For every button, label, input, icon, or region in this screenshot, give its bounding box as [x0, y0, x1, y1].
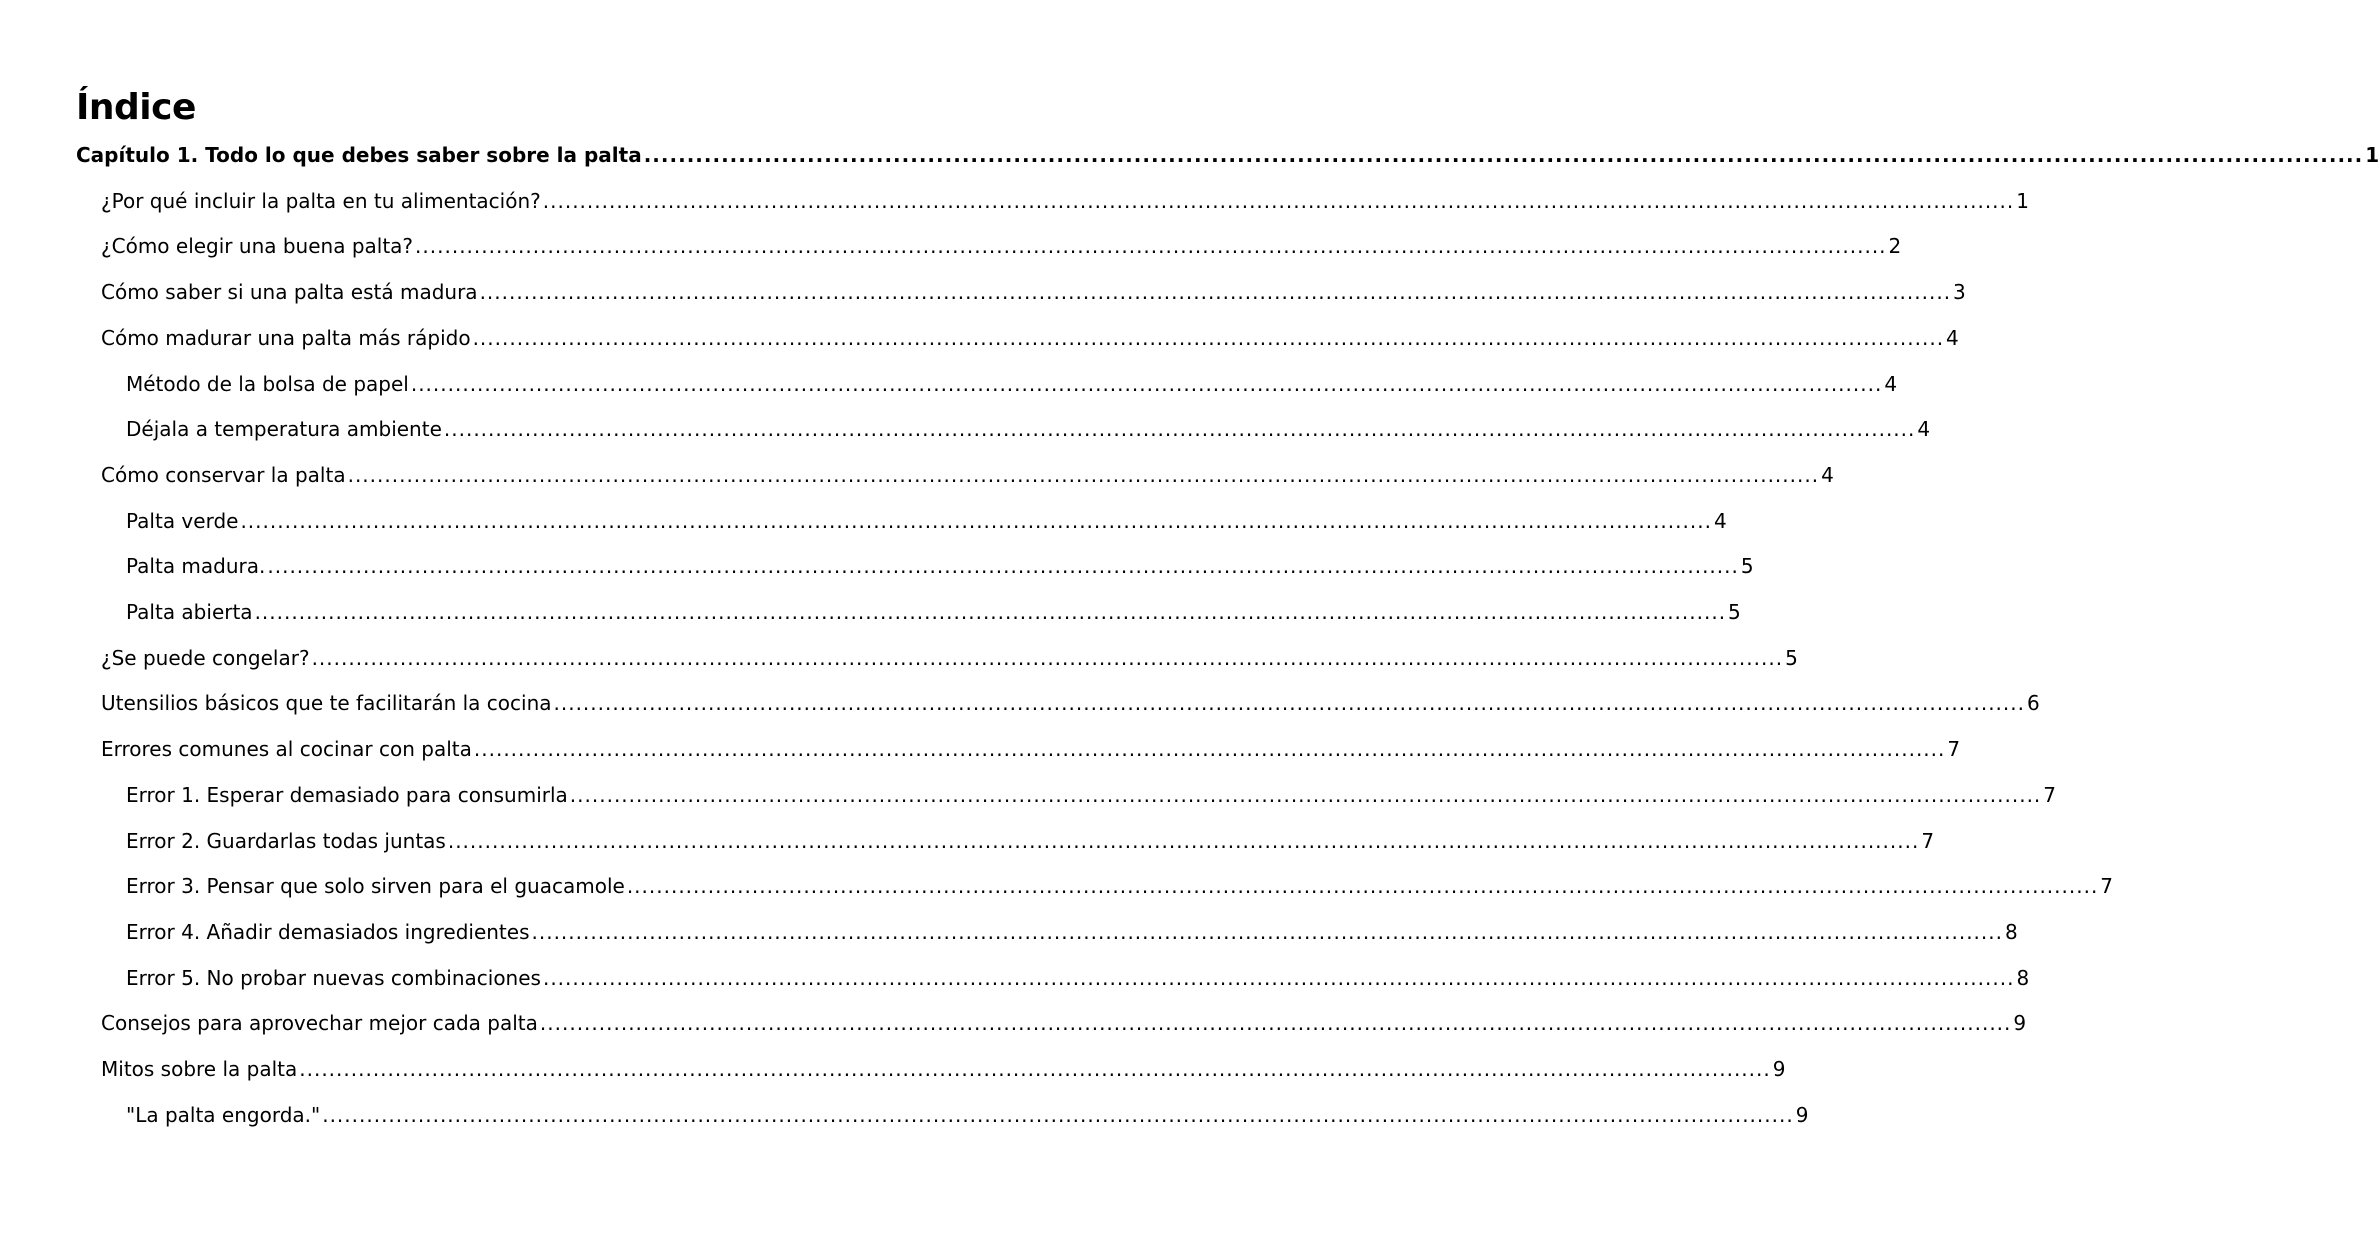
toc-entry[interactable] — [126, 964, 2030, 992]
dot-leader: ........................................................................................................................................................................................................ — [542, 965, 2015, 990]
toc-entry-label: Déjala a temperatura ambiente — [126, 417, 442, 442]
toc-entry-page-number: 4 — [1946, 325, 1959, 350]
toc-entry-label: Cómo madurar una palta más rápido — [101, 325, 471, 350]
toc-entry-label: Error 4. Añadir demasiados ingredientes — [126, 919, 530, 944]
dot-leader: ........................................................................................................................................................................................................ — [240, 508, 1712, 533]
toc-entry-label: "La palta engorda." — [126, 1102, 321, 1127]
toc-entry-label: ¿Se puede congelar? — [101, 645, 310, 670]
toc-entry-label: Capítulo 1. Todo lo que debes saber sobre la palta — [76, 143, 642, 167]
toc-entry[interactable] — [126, 781, 2057, 809]
dot-leader: ........................................................................................................................................................................................................ — [539, 1011, 2012, 1036]
toc-entry-page-number: 1 — [2365, 143, 2379, 167]
dot-leader: ........................................................................................................................................................................................................ — [443, 417, 1916, 442]
toc-entry-label: Errores comunes al cocinar con palta — [101, 737, 472, 762]
toc-entry-page-number: 3 — [1953, 280, 1966, 305]
toc-entry-page-number: 7 — [1921, 828, 1935, 853]
toc-entry-label: Palta madura. — [126, 554, 266, 579]
dot-leader: ........................................................................................................................................................................................................ — [473, 737, 1946, 762]
toc-entry-page-number: 9 — [1795, 1102, 1809, 1127]
toc-entry-page-number: 9 — [2013, 1011, 2027, 1036]
toc-entry-label: Utensilios básicos que te facilitarán la cocina — [101, 691, 552, 716]
dot-leader: ........................................................................................................................................................................................................ — [626, 874, 2099, 899]
toc-entry[interactable] — [101, 689, 2040, 717]
toc-entry-page-number: 7 — [2100, 874, 2114, 899]
toc-entry[interactable] — [126, 872, 2114, 900]
toc-entry-label: Error 1. Esperar demasiado para consumirla — [126, 782, 568, 807]
toc-entry-page-number: 4 — [1917, 417, 1931, 442]
toc-entry-label: Error 5. No probar nuevas combinaciones — [126, 965, 541, 990]
toc-entry-page-number: 5 — [1728, 600, 1741, 624]
toc-entry[interactable] — [126, 415, 1931, 443]
toc-entry[interactable] — [126, 827, 1935, 855]
toc-entry-page-number: 7 — [1947, 737, 1961, 762]
toc-entry[interactable] — [101, 1055, 1786, 1083]
dot-leader: ........................................................................................................................................................................................................ — [553, 691, 2025, 716]
toc-entry-label: Error 3. Pensar que solo sirven para el guacamole — [126, 874, 625, 899]
toc-entry[interactable] — [126, 552, 1754, 580]
dot-leader: ........................................................................................................................................................................................................ — [322, 1102, 1794, 1127]
toc-entry[interactable] — [101, 735, 1961, 763]
dot-leader: ........................................................................................................................................................................................................ — [643, 143, 2364, 167]
toc-entry-page-number: 9 — [1772, 1057, 1786, 1081]
toc-entry-page-number: 4 — [1884, 371, 1898, 396]
toc-entry-label: Cómo saber si una palta está madura — [101, 280, 478, 305]
toc-entry-page-number: 7 — [2043, 782, 2057, 807]
toc-entry[interactable] — [101, 461, 1834, 489]
dot-leader: ........................................................................................................................................................................................................ — [299, 1057, 1771, 1081]
toc-entry[interactable] — [126, 507, 1727, 535]
toc-entry[interactable] — [126, 918, 2018, 946]
toc-entry-label: Consejos para aprovechar mejor cada palta — [101, 1011, 538, 1036]
dot-leader: ........................................................................................................................................................................................................ — [347, 462, 1820, 487]
dot-leader: ........................................................................................................................................................................................................ — [531, 919, 2003, 944]
toc-entry[interactable] — [126, 370, 1898, 398]
dot-leader: ........................................................................................................................................................................................................ — [410, 371, 1883, 396]
toc-entry-label: Error 2. Guardarlas todas juntas — [126, 828, 446, 853]
toc-entry-label: Método de la bolsa de papel — [126, 371, 409, 396]
toc-entry-page-number: 5 — [1740, 554, 1754, 579]
toc-entry-page-number: 2 — [1888, 234, 1902, 259]
toc-entry[interactable] — [101, 1009, 2027, 1037]
dot-leader: ........................................................................................................................................................................................................ — [542, 188, 2015, 213]
toc-entry[interactable] — [126, 598, 1741, 626]
toc-entry[interactable] — [101, 644, 1798, 672]
dot-leader: ........................................................................................................................................................................................................ — [415, 234, 1887, 259]
dot-leader: ........................................................................................................................................................................................................ — [254, 600, 1727, 624]
dot-leader: ........................................................................................................................................................................................................ — [311, 645, 1784, 670]
toc-entry[interactable] — [101, 232, 1902, 260]
toc-entry[interactable] — [101, 324, 1959, 352]
dot-leader: ........................................................................................................................................................................................................ — [267, 554, 1739, 579]
dot-leader: ........................................................................................................................................................................................................ — [479, 280, 1952, 305]
toc-entry-label: ¿Por qué incluir la palta en tu alimentación? — [101, 188, 541, 213]
toc-entry-page-number: 4 — [1821, 462, 1834, 487]
dot-leader: ........................................................................................................................................................................................................ — [569, 782, 2042, 807]
toc-entry-page-number: 6 — [2026, 691, 2040, 716]
toc-entry-page-number: 5 — [1785, 645, 1798, 670]
toc-entry-label: ¿Cómo elegir una buena palta? — [101, 234, 414, 259]
toc-entry-page-number: 1 — [2016, 188, 2029, 213]
toc-entry-page-number: 4 — [1713, 508, 1727, 533]
page-title: Índice — [76, 87, 196, 128]
toc-entry[interactable] — [76, 141, 2379, 169]
dot-leader: ........................................................................................................................................................................................................ — [447, 828, 1920, 853]
toc-entry-page-number: 8 — [2004, 919, 2018, 944]
dot-leader: ........................................................................................................................................................................................................ — [472, 325, 1945, 350]
toc-entry-label: Cómo conservar la palta — [101, 462, 346, 487]
toc-entry-label: Palta abierta — [126, 600, 253, 624]
toc-entry[interactable] — [101, 278, 1966, 306]
toc-entry-label: Mitos sobre la palta — [101, 1057, 298, 1081]
toc-entry-page-number: 8 — [2016, 965, 2030, 990]
toc-entry[interactable] — [101, 187, 2029, 215]
toc-entry[interactable] — [126, 1101, 1809, 1129]
toc-entry-label: Palta verde — [126, 508, 239, 533]
